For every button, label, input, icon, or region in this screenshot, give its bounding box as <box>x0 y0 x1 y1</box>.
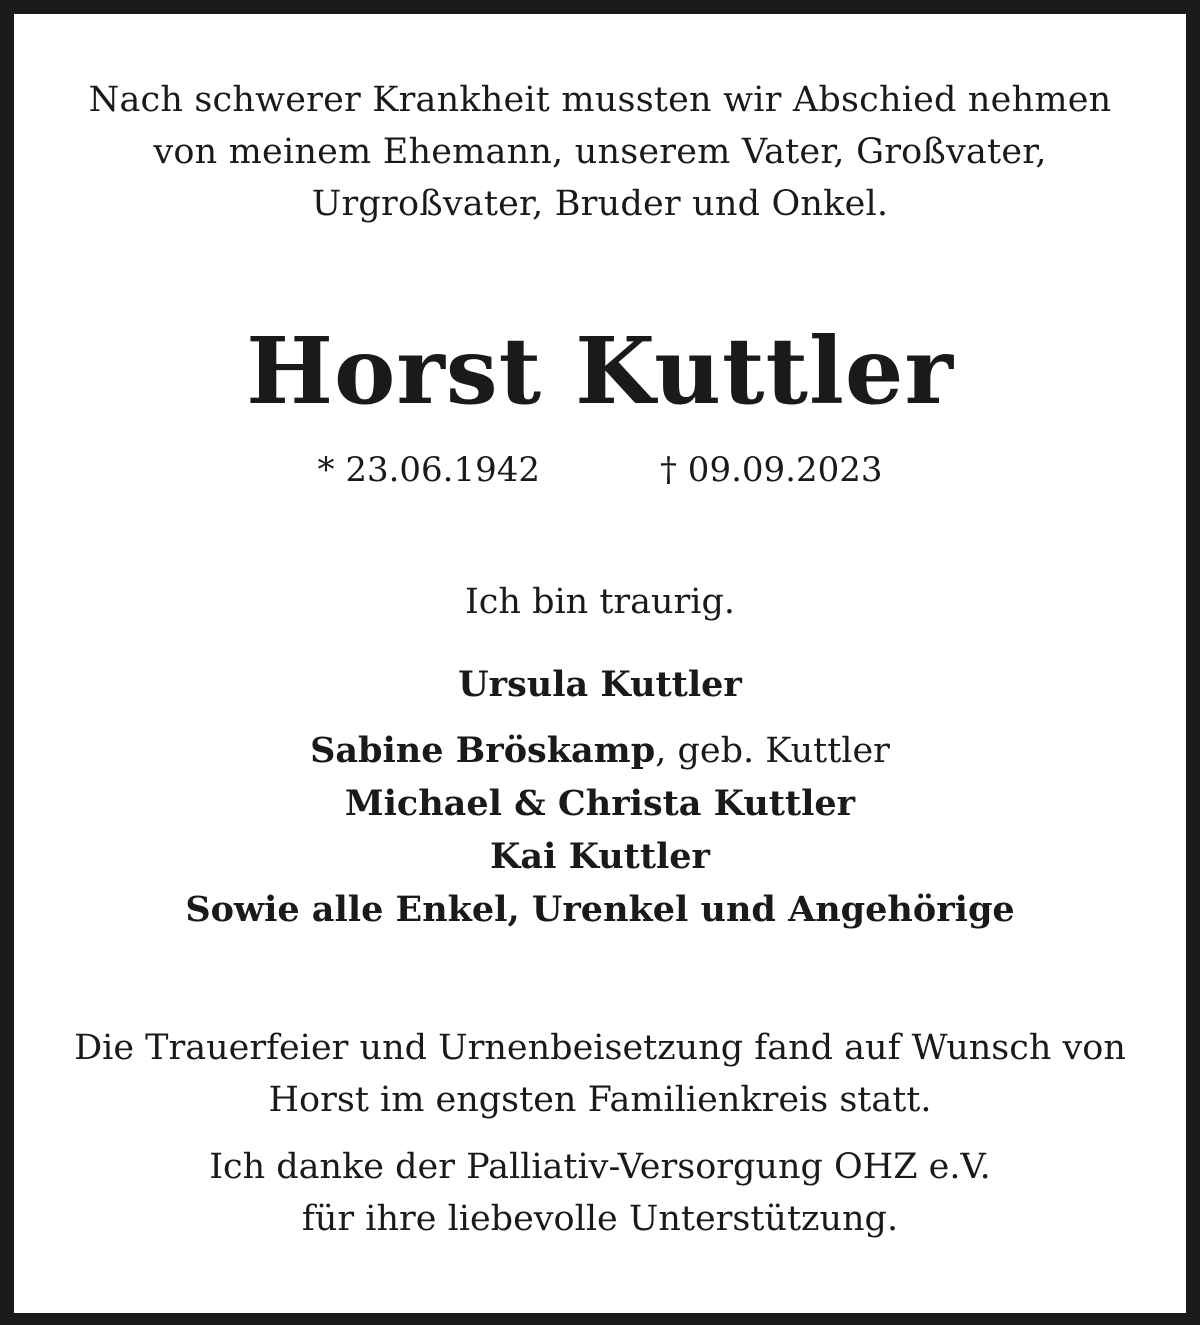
mourner-son-couple: Michael & Christa Kuttler <box>344 783 856 824</box>
mourner-daughter <box>14 730 1186 771</box>
mourner-others: Sowie alle Enkel, Urenkel und Angehörige <box>185 889 1015 930</box>
note-line-2: Horst im engsten Familienkreis statt. <box>268 1080 932 1120</box>
birth-date: * 23.06.1942 <box>317 450 540 490</box>
mourner-spouse: Ursula Kuttler <box>458 664 742 705</box>
death-date: † 09.09.2023 <box>660 450 883 490</box>
mourner-daughter-name: Sabine Bröskamp <box>310 730 656 771</box>
note-line-1: Die Trauerfeier und Urnenbeisetzung fand auf Wunsch von <box>74 1028 1126 1068</box>
intro-line-1: Nach schwerer Krankheit mussten wir Abschied nehmen <box>88 80 1112 120</box>
note-line-3: Ich danke der Palliativ-Versorgung OHZ e.V. <box>209 1147 991 1187</box>
mourner-son: Kai Kuttler <box>489 836 710 877</box>
deceased-name: Horst Kuttler <box>246 317 954 425</box>
mourner-daughter-suffix: , geb. Kuttler <box>655 731 890 771</box>
quote-text: Ich bin traurig. <box>464 582 736 622</box>
intro-line-2: von meinem Ehemann, unserem Vater, Großvater, <box>153 132 1047 172</box>
life-dates <box>14 450 1186 490</box>
intro-line-3: Urgroßvater, Bruder und Onkel. <box>311 184 889 224</box>
note-line-4: für ihre liebevolle Unterstützung. <box>301 1199 899 1239</box>
